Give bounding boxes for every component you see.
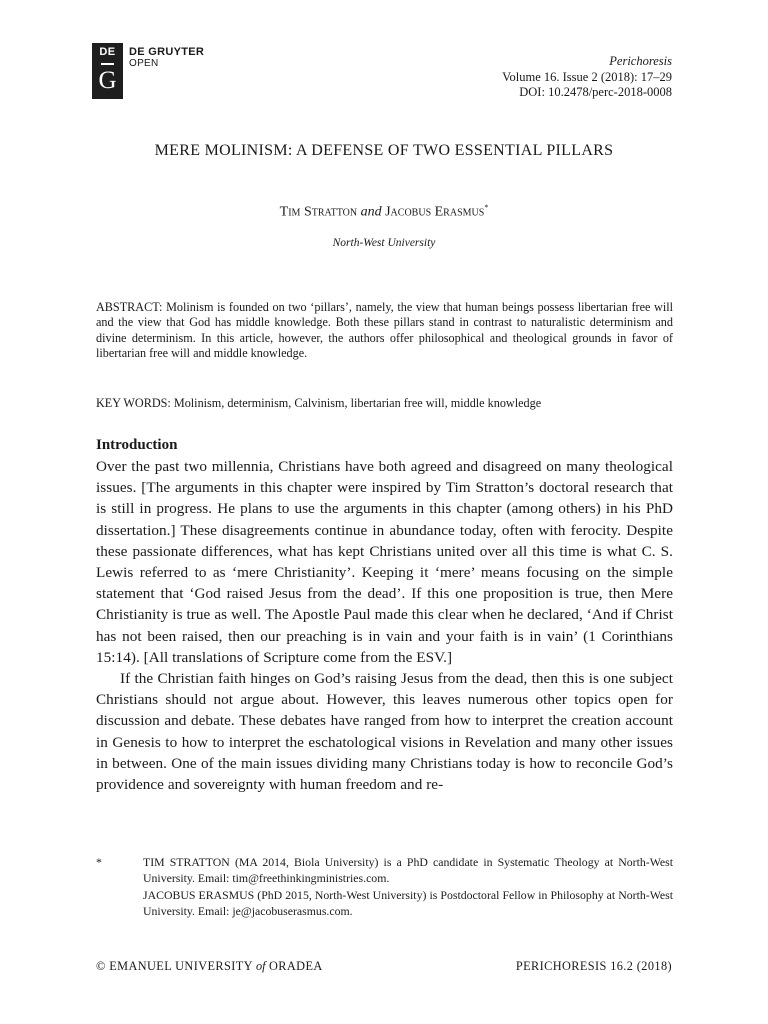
journal-volume: Volume 16. Issue 2 (2018): 17–29 bbox=[502, 69, 672, 84]
author-and: and bbox=[360, 204, 382, 220]
logo-divider bbox=[101, 63, 114, 65]
article-title: MERE MOLINISM: A DEFENSE OF TWO ESSENTIAL PILLARS bbox=[154, 142, 614, 159]
author-footnote-mark: * bbox=[484, 203, 489, 212]
author-second: Jacobus Erasmus bbox=[385, 204, 485, 220]
publisher-name bbox=[129, 47, 204, 69]
footnote bbox=[96, 854, 673, 919]
footer-copyright-of: of bbox=[255, 959, 266, 973]
footer-copyright-a: © EMANUEL UNIVERSITY bbox=[96, 959, 253, 973]
journal-info bbox=[502, 54, 672, 101]
journal-doi: DOI: 10.2478/perc-2018-0008 bbox=[519, 85, 672, 99]
publisher-logo bbox=[92, 43, 123, 99]
abstract: ABSTRACT: Molinism is founded on two ‘pillars’, namely, the view that human beings possess libertarian free will and the view that God has middle knowledge. Both these pillars stand in contrast to naturalistic determinism and divine determinism. In this article, however, the authors offer philosophical and theological grounds in favor of libertarian free will and middle knowledge. bbox=[96, 300, 673, 360]
author-line bbox=[0, 203, 768, 221]
author-first: Tim Stratton bbox=[279, 204, 358, 220]
logo-g: G bbox=[98, 67, 117, 94]
section-heading: Introduction bbox=[96, 437, 178, 453]
footnote-mark: * bbox=[96, 855, 102, 869]
publisher-title: DE GRUYTER bbox=[129, 46, 205, 58]
body-text bbox=[96, 456, 673, 795]
logo-de: DE bbox=[99, 46, 116, 58]
footnote-line: JACOBUS ERASMUS (PhD 2015, North-West University) is Postdoctoral Fellow in Philosophy at North-West University. Email: je@jacobuserasmus.com. bbox=[143, 887, 673, 918]
footer-citation: PERICHORESIS 16.2 (2018) bbox=[515, 959, 672, 973]
footer-copyright-b: ORADEA bbox=[269, 959, 323, 973]
publisher-sub: OPEN bbox=[129, 58, 159, 69]
footer-copyright bbox=[96, 959, 323, 974]
journal-name: Perichoresis bbox=[609, 54, 672, 68]
paragraph: If the Christian faith hinges on God’s raising Jesus from the dead, then this is one subject Christians should not argue about. However, this leaves numerous other topics open for discussion and debate. These debates have ranged from how to interpret the creation account in Genesis to how to interpret the eschatological visions in Revelation and many other issues in between. One of the main issues dividing many Christians today is how to reconcile God’s providence and sovereignty with human freedom and re- bbox=[96, 670, 673, 794]
paragraph: Over the past two millennia, Christians have both agreed and disagreed on many theological issues. [The arguments in this chapter were inspired by Tim Stratton’s doctoral research that is still in progress. He plans to use the arguments in this chapter (among others) in his PhD dissertation.] These disagreements continue in abundance today, often with ferocity. Despite these passionate differences, what has kept Christians united over all this time is what C. S. Lewis referred to as ‘mere Christianity’. Keeping it ‘mere’ means focusing on the simple statement that ‘God raised Jesus from the dead’. If this one proposition is true, then Mere Christianity is true as well. The Apostle Paul made this clear when he declared, ‘And if Christ has not been raised, then our preaching is in vain and your faith is in vain’ (1 Corinthians 15:14). [All translations of Scripture come from the ESV.] bbox=[96, 458, 673, 666]
keywords: KEY WORDS: Molinism, determinism, Calvinism, libertarian free will, middle knowledge bbox=[96, 396, 542, 410]
affiliation: North-West University bbox=[332, 237, 436, 249]
footnote-line: TIM STRATTON (MA 2014, Biola University) is a PhD candidate in Systematic Theology at North-West University. Email: tim@freethinkingministries.com. bbox=[143, 855, 673, 886]
